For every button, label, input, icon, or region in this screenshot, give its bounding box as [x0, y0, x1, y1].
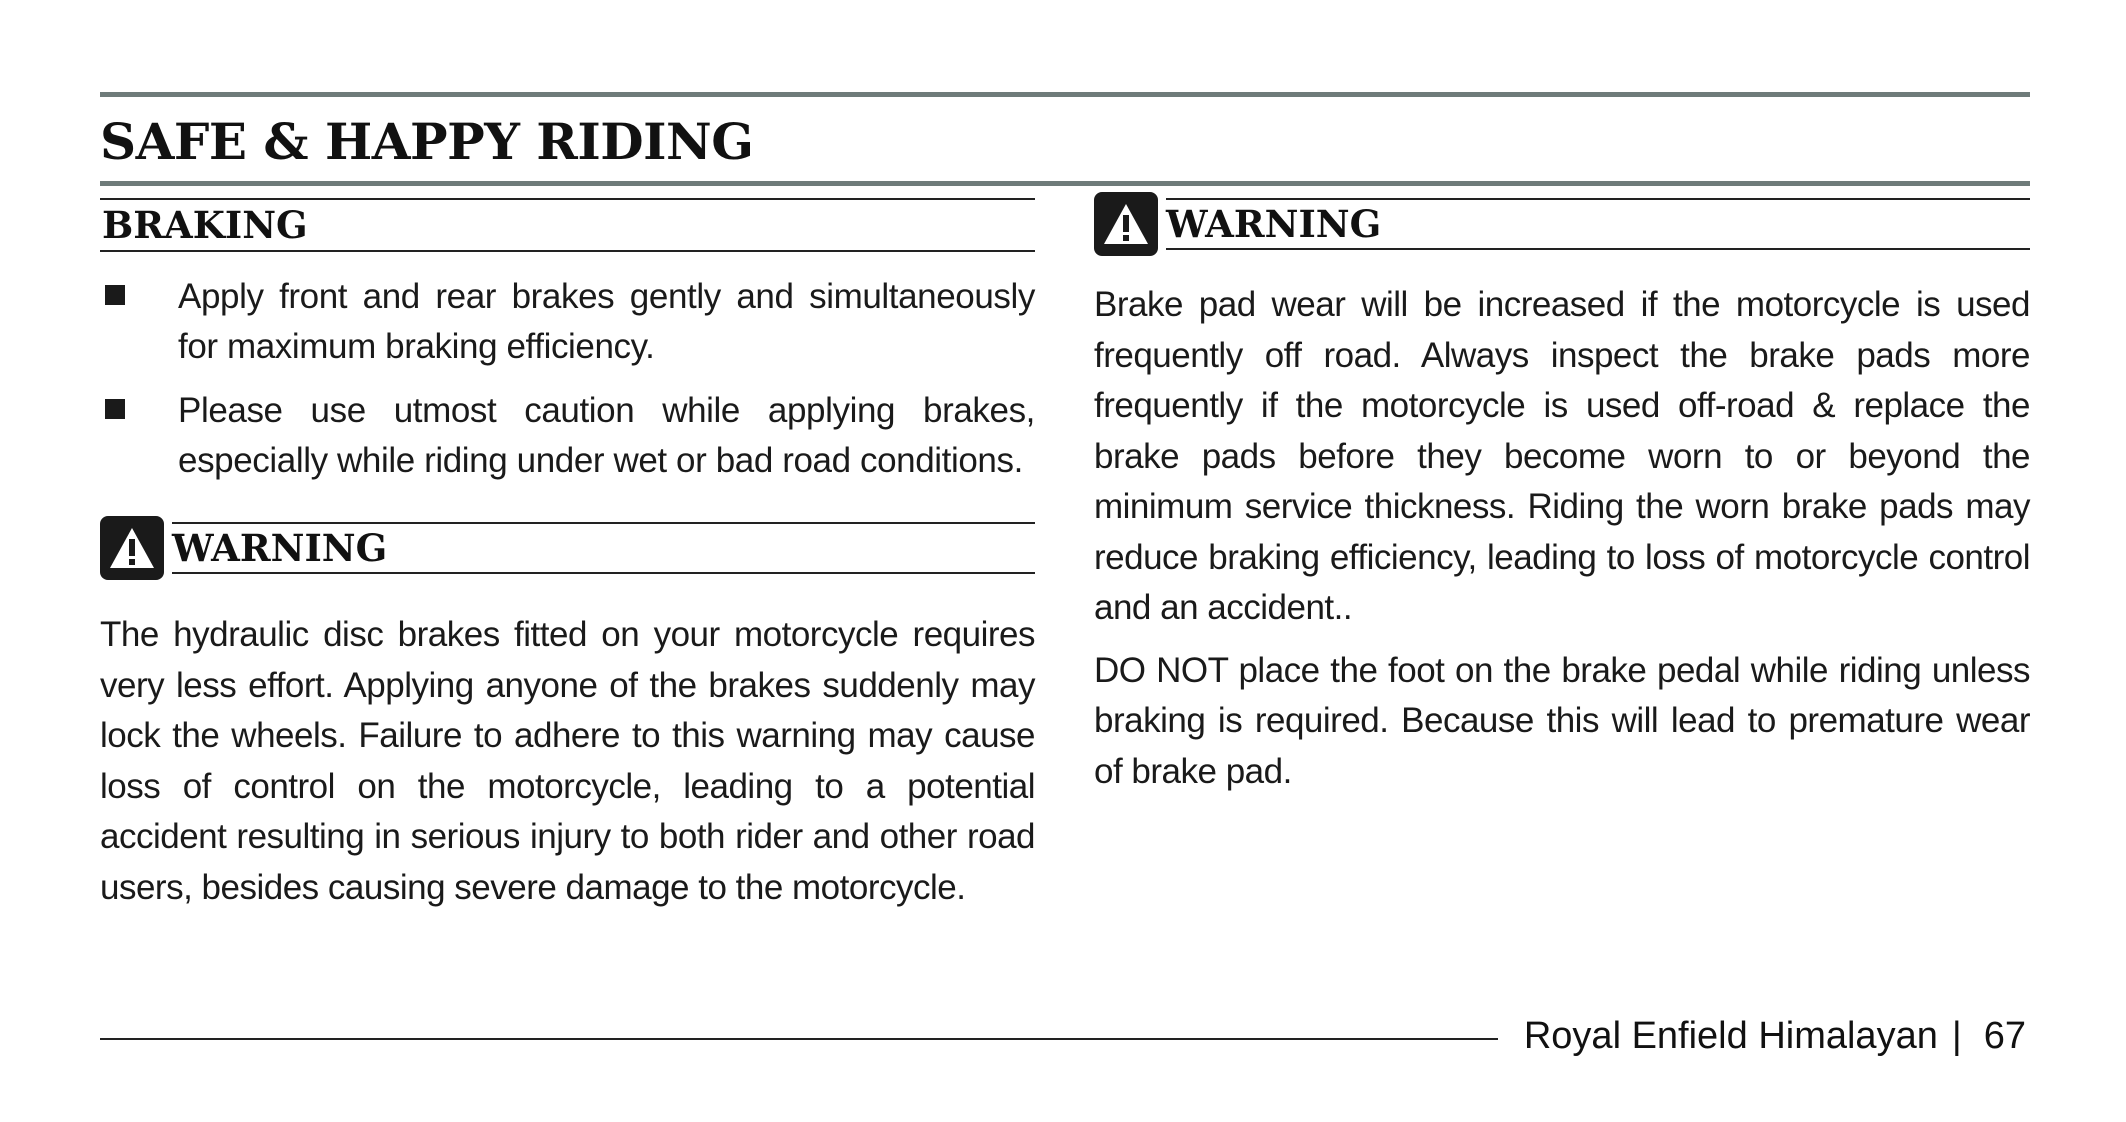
square-bullet-icon — [105, 285, 125, 305]
left-warning-text: The hydraulic disc brakes fitted on your motorcycle requires very less effort. Applying anyone of the brakes suddenly may lock the wheels. Failure to adhere to this warning may cause loss of control on the motorcycle, leading to a potential accident resulting in serious injury to both rider and other road users, besides causing severe damage to the motorcycle. — [100, 615, 1035, 907]
list-item — [100, 272, 1035, 372]
warning-label: WARNING — [1166, 202, 1382, 246]
footer-text — [1524, 1012, 2026, 1060]
warning-triangle-icon — [100, 516, 164, 580]
top-divider — [100, 92, 2030, 97]
page-title: SAFE & HAPPY RIDING — [100, 112, 754, 171]
title-divider — [100, 181, 2030, 186]
left-warning-header — [100, 522, 1035, 574]
right-warning-text-1: Brake pad wear will be increased if the motorcycle is used frequently off road. Always inspect the brake pads more frequently if the motorcycle is used off-road & replace the brake pads before they become worn to or beyond the minimum service thickness. Riding the worn brake pads may reduce braking efficiency, leading to loss of motorcycle control and an accident.. — [1094, 285, 2030, 627]
warning-label: WARNING — [172, 526, 388, 570]
page-footer — [100, 1012, 2030, 1062]
bullet-text: Please use utmost caution while applying brakes, especially while riding under wet or bad road conditions. — [178, 391, 1035, 480]
bullet-text: Apply front and rear brakes gently and simultaneously for maximum braking efficiency. — [178, 277, 1035, 366]
page-number: 67 — [1983, 1015, 2026, 1057]
left-column — [100, 198, 1035, 913]
braking-section-label: BRAKING — [102, 203, 308, 247]
footer-separator: | — [1951, 1015, 1962, 1057]
right-warning-header — [1094, 198, 2030, 250]
list-item — [100, 386, 1035, 486]
manual-name: Royal Enfield Himalayan — [1523, 1015, 1938, 1057]
braking-section-header — [100, 198, 1035, 252]
right-column — [1094, 198, 2030, 797]
footer-divider — [100, 1038, 1498, 1040]
manual-page — [100, 92, 2030, 1092]
warning-triangle-icon — [1094, 192, 1158, 256]
square-bullet-icon — [105, 399, 125, 419]
braking-bullet-list — [100, 272, 1035, 486]
right-warning-text-2: DO NOT place the foot on the brake pedal while riding unless braking is required. Because this will lead to premature wear of brake pad. — [1094, 650, 2030, 791]
